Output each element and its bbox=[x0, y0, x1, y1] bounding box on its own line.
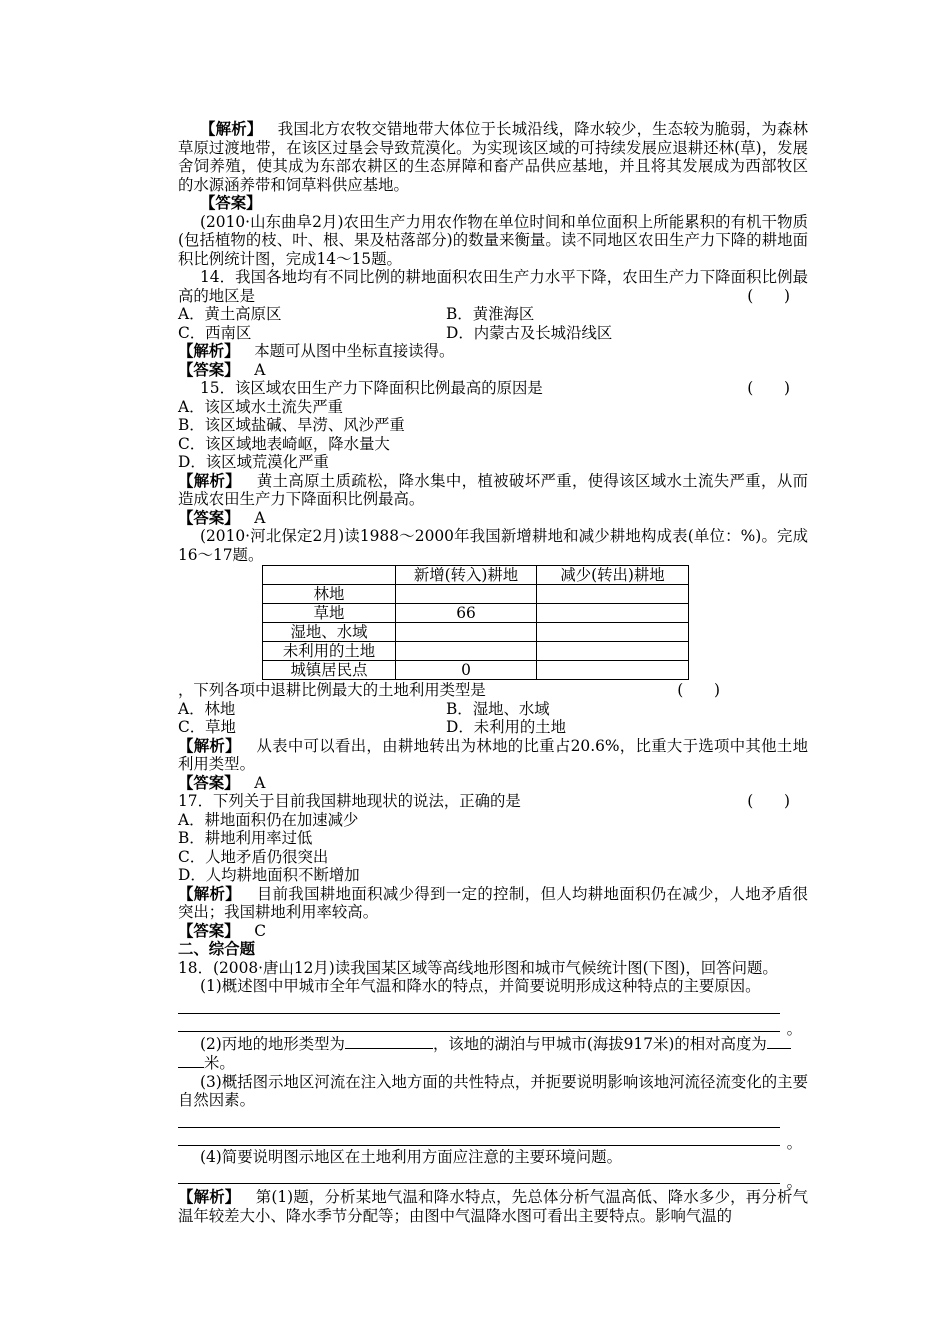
table-cell bbox=[537, 585, 689, 604]
table-cell: 66 bbox=[396, 604, 537, 623]
terrain-type-blank[interactable] bbox=[345, 1034, 433, 1049]
option-c: C．该区域地表崎岖，降水量大 bbox=[178, 434, 390, 453]
part-2-text-a: (2)丙地的地形类型为 bbox=[200, 1034, 345, 1053]
part-2-text-c: 米。 bbox=[204, 1054, 235, 1072]
table-row bbox=[263, 623, 689, 642]
intro-analysis bbox=[178, 120, 808, 194]
answer-tag: 【答案】 bbox=[178, 360, 240, 379]
answer-line[interactable] bbox=[178, 1110, 780, 1128]
answer-value: A bbox=[254, 508, 266, 527]
question-15-stem: 15．该区域农田生产力下降面积比例最高的原因是 bbox=[200, 379, 543, 397]
table-header-cell bbox=[263, 566, 396, 585]
question-14-stem: 14．我国各地均有不同比例的耕地面积农田生产力水平下降，农田生产力下降面积比例最高的地区是 bbox=[178, 268, 808, 305]
table-cell bbox=[396, 642, 537, 661]
analysis-text: 从表中可以看出，由耕地转出为林地的比重占20.6%，比重大于选项中其他土地利用类型。 bbox=[178, 736, 808, 773]
answer-tag: 【答案】 bbox=[178, 508, 240, 527]
question-14-options-row-1 bbox=[178, 305, 808, 324]
part-2-text-b: ，该地的湖泊与甲城市(海拔917米)的相对高度为 bbox=[432, 1034, 767, 1053]
option-c: C．西南区 bbox=[178, 323, 252, 342]
question-15-answer bbox=[178, 509, 808, 528]
table-row bbox=[263, 661, 689, 680]
material-2-text: (2010·河北保定2月)读1988～2000年我国新增耕地和减少耕地构成表(单位：%)。完成16～17题。 bbox=[178, 527, 808, 564]
answer-bracket: ( ) bbox=[747, 286, 790, 305]
relative-height-blank-cont[interactable] bbox=[178, 1053, 204, 1068]
answer-value: A bbox=[254, 360, 266, 379]
option-a: A．林地 bbox=[178, 699, 236, 718]
answer-line[interactable] bbox=[178, 1166, 780, 1184]
answer-line[interactable] bbox=[178, 1128, 780, 1146]
question-18-part-2-cont bbox=[178, 1053, 808, 1073]
question-15-analysis bbox=[178, 472, 808, 509]
land-use-table bbox=[262, 565, 689, 680]
question-18 bbox=[178, 959, 808, 978]
table-row bbox=[263, 604, 689, 623]
question-14-options-row-2 bbox=[178, 324, 808, 343]
question-18-part-3 bbox=[178, 1073, 808, 1110]
question-18-part-2 bbox=[178, 1034, 808, 1054]
intro-answer bbox=[178, 194, 808, 213]
analysis-tag: 【解析】 bbox=[178, 884, 242, 903]
table-cell: 林地 bbox=[263, 585, 396, 604]
part-4-text: (4)简要说明图示地区在土地利用方面应注意的主要环境问题。 bbox=[200, 1147, 622, 1166]
table-cell bbox=[537, 661, 689, 680]
table-cell bbox=[537, 604, 689, 623]
option-b: B．耕地利用率过低 bbox=[178, 829, 313, 847]
option-b: B．黄淮海区 bbox=[446, 305, 535, 323]
analysis-tag: 【解析】 bbox=[200, 120, 263, 138]
option-a: A．耕地面积仍在加速减少 bbox=[178, 810, 359, 829]
table-header-cell: 减少(转出)耕地 bbox=[537, 566, 689, 585]
option-d: D．内蒙古及长城沿线区 bbox=[446, 323, 613, 342]
question-16-stem: ，下列各项中退耕比例最大的土地利用类型是 bbox=[178, 681, 486, 699]
question-14-answer bbox=[178, 361, 808, 380]
question-14-analysis bbox=[178, 342, 808, 361]
question-14 bbox=[178, 268, 808, 305]
table-cell: 草地 bbox=[263, 604, 396, 623]
table-cell bbox=[537, 623, 689, 642]
analysis-text: 第(1)题，分析某地气温和降水特点，先总体分析气温高低、降水多少，再分析气温年较差大小、降水季节分配等；由图中气温降水图可看出主要特点。影响气温的 bbox=[178, 1188, 808, 1225]
analysis-text: 我国北方农牧交错地带大体位于长城沿线，降水较少，生态较为脆弱，为森林草原过渡地带，在该区过垦会导致荒漠化。为实现该区域的可持续发展应退耕还林(草)，发展舍饲养殖，使其成为东部农耕区的生态屏障和畜产品供应基地，并且将其发展成为西部牧区的水源涵养带和饲草料供应基地。 bbox=[178, 120, 808, 194]
answer-bracket: ( ) bbox=[747, 792, 790, 810]
table-cell bbox=[396, 585, 537, 604]
material-1 bbox=[178, 213, 808, 269]
option-b: B．该区域盐碱、旱涝、风沙严重 bbox=[178, 416, 405, 434]
table-row bbox=[263, 642, 689, 661]
question-16 bbox=[178, 681, 808, 700]
table-row bbox=[263, 585, 689, 604]
answer-line[interactable] bbox=[178, 1014, 780, 1032]
analysis-tag: 【解析】 bbox=[178, 342, 240, 360]
option-a: A．该区域水土流失严重 bbox=[178, 397, 344, 416]
option-a: A．黄土高原区 bbox=[178, 305, 282, 323]
option-b: B．湿地、水域 bbox=[446, 699, 550, 718]
option-c: C．草地 bbox=[178, 718, 236, 736]
table-cell: 未利用的土地 bbox=[263, 642, 396, 661]
material-1-text: (2010·山东曲阜2月)农田生产力用农作物在单位时间和单位面积上所能累积的有机干物质(包括植物的枝、叶、根、果及枯落部分)的数量来衡量。读不同地区农田生产力下降的耕地面积比例统计图，完成14～15题。 bbox=[178, 212, 808, 268]
option-d: D．该区域荒漠化严重 bbox=[178, 453, 329, 471]
table-cell: 城镇居民点 bbox=[263, 661, 396, 680]
question-17-answer bbox=[178, 922, 808, 941]
table-header-row bbox=[263, 566, 689, 585]
analysis-tag: 【解析】 bbox=[178, 736, 241, 755]
question-16-analysis bbox=[178, 737, 808, 774]
question-18-part-4 bbox=[178, 1148, 808, 1167]
table-cell bbox=[396, 623, 537, 642]
analysis-text: 本题可从图中坐标直接读得。 bbox=[254, 342, 455, 360]
question-16-options-row-2 bbox=[178, 718, 808, 737]
question-18-part-1 bbox=[178, 977, 808, 996]
section-heading: 二、综合题 bbox=[178, 940, 255, 958]
answer-value: A bbox=[254, 773, 266, 792]
material-2 bbox=[178, 527, 808, 564]
option-d: D．人均耕地面积不断增加 bbox=[178, 866, 360, 884]
answer-line[interactable] bbox=[178, 996, 780, 1014]
document-body bbox=[178, 120, 808, 1225]
answer-bracket: ( ) bbox=[747, 379, 790, 397]
analysis-text: 黄土高原土质疏松，降水集中，植被破坏严重，使得该区域水土流失严重，从而造成农田生产力下降面积比例最高。 bbox=[178, 471, 808, 508]
table-cell: 0 bbox=[396, 661, 537, 680]
question-18-stem: 18．(2008·唐山12月)读我国某区域等高线地形图和城市气候统计图(下图)，回答问题。 bbox=[178, 958, 778, 977]
table-cell: 湿地、水域 bbox=[263, 623, 396, 642]
analysis-text: 目前我国耕地面积减少得到一定的控制，但人均耕地面积仍在减少，人地矛盾很突出；我国耕地利用率较高。 bbox=[178, 884, 808, 921]
analysis-tag: 【解析】 bbox=[178, 471, 242, 490]
question-15 bbox=[178, 379, 808, 398]
table-cell bbox=[537, 642, 689, 661]
option-d: D．未利用的土地 bbox=[446, 718, 567, 736]
question-17-analysis bbox=[178, 885, 808, 922]
analysis-tag: 【解析】 bbox=[178, 1188, 241, 1206]
option-c: C．人地矛盾仍很突出 bbox=[178, 847, 329, 866]
answer-tag: 【答案】 bbox=[200, 194, 262, 212]
question-16-answer bbox=[178, 774, 808, 793]
question-16-options-row-1 bbox=[178, 700, 808, 719]
answer-tag: 【答案】 bbox=[178, 773, 240, 792]
question-18-analysis bbox=[178, 1188, 808, 1225]
answer-tag: 【答案】 bbox=[178, 921, 240, 940]
answer-bracket: ( ) bbox=[677, 681, 720, 699]
question-17-stem: 17．下列关于目前我国耕地现状的说法，正确的是 bbox=[178, 792, 521, 810]
answer-value: C bbox=[254, 921, 267, 940]
part-3-text: (3)概括图示地区河流在注入地方面的共性特点，并扼要说明影响该地河流径流变化的主要自然因素。 bbox=[178, 1072, 808, 1109]
part-1-text: (1)概述图中甲城市全年气温和降水的特点，并简要说明形成这种特点的主要原因。 bbox=[200, 977, 761, 995]
question-17 bbox=[178, 792, 808, 811]
table-header-cell: 新增(转入)耕地 bbox=[396, 566, 537, 585]
